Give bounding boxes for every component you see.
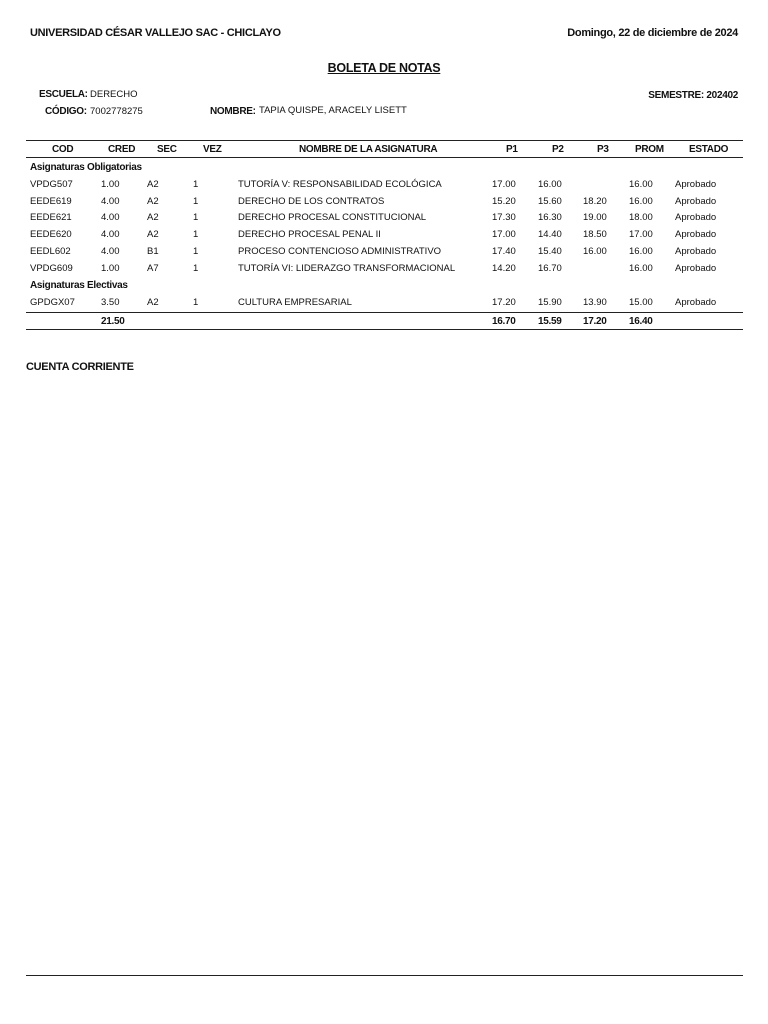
cell-sec: A2 bbox=[147, 229, 159, 240]
cell-cred: 4.00 bbox=[101, 212, 120, 223]
cell-p3: 16.00 bbox=[583, 246, 607, 257]
cell-p2: 15.90 bbox=[538, 297, 562, 308]
cell-cred: 4.00 bbox=[101, 246, 120, 257]
cell-vez: 1 bbox=[193, 179, 199, 190]
table-row bbox=[0, 212, 768, 229]
col-sec: SEC bbox=[157, 144, 177, 155]
cell-estado: Aprobado bbox=[675, 229, 717, 240]
cell-cred: 4.00 bbox=[101, 196, 120, 207]
cell-estado: Aprobado bbox=[675, 196, 717, 207]
cell-vez: 1 bbox=[193, 297, 199, 308]
cell-cod: GPDGX07 bbox=[30, 297, 75, 308]
page-title: BOLETA DE NOTAS bbox=[327, 61, 441, 75]
cell-sec: A2 bbox=[147, 212, 159, 223]
col-cod: COD bbox=[52, 144, 74, 155]
cell-p1: 17.40 bbox=[492, 246, 516, 257]
table-row bbox=[0, 196, 768, 213]
cell-sec: B1 bbox=[147, 246, 159, 257]
cell-estado: Aprobado bbox=[675, 212, 717, 223]
group-title-obligatorias: Asignaturas Obligatorias bbox=[30, 162, 142, 173]
cell-nombre: TUTORÍA VI: LIDERAZGO TRANSFORMACIONAL bbox=[238, 263, 456, 274]
table-row bbox=[0, 179, 768, 196]
cell-p2: 16.30 bbox=[538, 212, 562, 223]
cell-prom: 16.00 bbox=[629, 263, 653, 274]
cell-cred: 3.50 bbox=[101, 297, 120, 308]
total-p1: 16.70 bbox=[492, 316, 516, 327]
cell-vez: 1 bbox=[193, 263, 199, 274]
table-row bbox=[0, 229, 768, 246]
cell-cred: 1.00 bbox=[101, 263, 120, 274]
cell-sec: A7 bbox=[147, 263, 159, 274]
cell-cod: VPDG507 bbox=[30, 179, 73, 190]
cell-prom: 16.00 bbox=[629, 196, 653, 207]
nombre-value: TAPIA QUISPE, ARACELY LISETT bbox=[259, 105, 407, 116]
codigo-label: CÓDIGO: bbox=[45, 106, 87, 117]
cell-sec: A2 bbox=[147, 179, 159, 190]
totals-top-rule bbox=[26, 312, 743, 313]
col-estado: ESTADO bbox=[689, 144, 729, 155]
cell-sec: A2 bbox=[147, 297, 159, 308]
cell-p3: 18.20 bbox=[583, 196, 607, 207]
escuela-value: DERECHO bbox=[90, 89, 138, 100]
table-top-rule bbox=[26, 140, 743, 141]
cell-nombre: PROCESO CONTENCIOSO ADMINISTRATIVO bbox=[238, 246, 442, 257]
footer-rule bbox=[26, 975, 743, 976]
total-cred: 21.50 bbox=[101, 316, 125, 327]
table-row bbox=[0, 246, 768, 263]
cell-p2: 15.60 bbox=[538, 196, 562, 207]
codigo-value: 7002778275 bbox=[90, 106, 143, 117]
cell-vez: 1 bbox=[193, 246, 199, 257]
cell-p3: 19.00 bbox=[583, 212, 607, 223]
cell-p2: 16.70 bbox=[538, 263, 562, 274]
semestre-value: 202402 bbox=[706, 90, 738, 101]
cuenta-corriente-title: CUENTA CORRIENTE bbox=[26, 361, 134, 373]
cell-cod: EEDL602 bbox=[30, 246, 71, 257]
cell-nombre: TUTORÍA V: RESPONSABILIDAD ECOLÓGICA bbox=[238, 179, 442, 190]
table-header-rule bbox=[26, 157, 743, 158]
semestre-label: SEMESTRE: bbox=[648, 90, 704, 101]
cell-p1: 15.20 bbox=[492, 196, 516, 207]
col-vez: VEZ bbox=[203, 144, 222, 155]
cell-p2: 16.00 bbox=[538, 179, 562, 190]
cell-estado: Aprobado bbox=[675, 179, 717, 190]
cell-cod: VPDG609 bbox=[30, 263, 73, 274]
cell-p3: 13.90 bbox=[583, 297, 607, 308]
cell-prom: 18.00 bbox=[629, 212, 653, 223]
escuela-label: ESCUELA: bbox=[39, 89, 88, 100]
cell-sec: A2 bbox=[147, 196, 159, 207]
cell-p1: 17.30 bbox=[492, 212, 516, 223]
report-date: Domingo, 22 de diciembre de 2024 bbox=[567, 27, 738, 39]
cell-p1: 17.00 bbox=[492, 179, 516, 190]
cell-prom: 16.00 bbox=[629, 246, 653, 257]
group-title-electivas: Asignaturas Electivas bbox=[30, 280, 128, 291]
cell-cod: EEDE620 bbox=[30, 229, 72, 240]
table-row bbox=[0, 263, 768, 280]
cell-nombre: DERECHO PROCESAL PENAL II bbox=[238, 229, 381, 240]
cell-estado: Aprobado bbox=[675, 246, 717, 257]
cell-cred: 1.00 bbox=[101, 179, 120, 190]
col-p1: P1 bbox=[506, 144, 518, 155]
cell-nombre: DERECHO PROCESAL CONSTITUCIONAL bbox=[238, 212, 427, 223]
col-nombre: NOMBRE DE LA ASIGNATURA bbox=[299, 144, 438, 155]
cell-estado: Aprobado bbox=[675, 297, 717, 308]
cell-nombre: CULTURA EMPRESARIAL bbox=[238, 297, 352, 308]
cell-cred: 4.00 bbox=[101, 229, 120, 240]
cell-vez: 1 bbox=[193, 212, 199, 223]
cell-p3: 18.50 bbox=[583, 229, 607, 240]
cell-p1: 14.20 bbox=[492, 263, 516, 274]
cell-p1: 17.00 bbox=[492, 229, 516, 240]
total-p2: 15.59 bbox=[538, 316, 562, 327]
nombre-label: NOMBRE: bbox=[210, 106, 256, 117]
cell-vez: 1 bbox=[193, 229, 199, 240]
cell-p2: 14.40 bbox=[538, 229, 562, 240]
total-p3: 17.20 bbox=[583, 316, 607, 327]
cell-vez: 1 bbox=[193, 196, 199, 207]
cell-p1: 17.20 bbox=[492, 297, 516, 308]
cell-prom: 17.00 bbox=[629, 229, 653, 240]
col-prom: PROM bbox=[635, 144, 664, 155]
cell-prom: 15.00 bbox=[629, 297, 653, 308]
cell-cod: EEDE619 bbox=[30, 196, 72, 207]
total-prom: 16.40 bbox=[629, 316, 653, 327]
cell-prom: 16.00 bbox=[629, 179, 653, 190]
cell-nombre: DERECHO DE LOS CONTRATOS bbox=[238, 196, 385, 207]
col-p3: P3 bbox=[597, 144, 609, 155]
col-cred: CRED bbox=[108, 144, 136, 155]
cell-estado: Aprobado bbox=[675, 263, 717, 274]
institution-name: UNIVERSIDAD CÉSAR VALLEJO SAC - CHICLAYO bbox=[30, 27, 281, 39]
cell-p2: 15.40 bbox=[538, 246, 562, 257]
table-bottom-rule bbox=[26, 329, 743, 330]
semestre-field bbox=[648, 90, 738, 101]
cell-cod: EEDE621 bbox=[30, 212, 72, 223]
col-p2: P2 bbox=[552, 144, 564, 155]
